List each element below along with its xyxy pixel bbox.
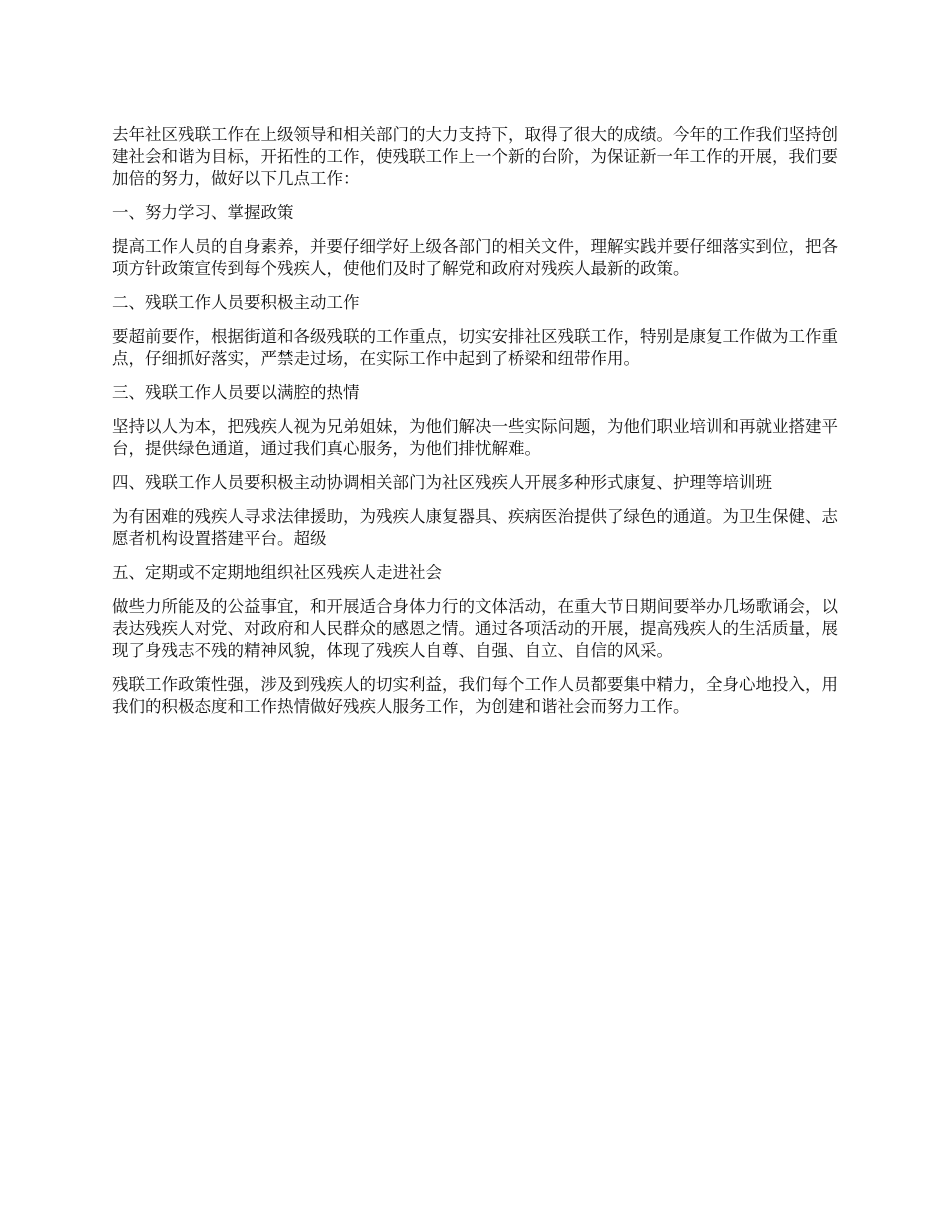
closing-paragraph: 残联工作政策性强，涉及到残疾人的切实利益，我们每个工作人员都要集中精力，全身心地投入，用我们的积极态度和工作热情做好残疾人服务工作，为创建和谐社会而努力工作。 — [112, 675, 838, 716]
section-paragraph-3: 坚持以人为本，把残疾人视为兄弟姐妹，为他们解决一些实际问题，为他们职业培训和再就业搭建平台，提供绿色通道，通过我们真心服务，为他们排忧解难。 — [112, 417, 838, 458]
section-heading-2: 二、残联工作人员要积极主动工作 — [112, 293, 360, 312]
section-heading-4: 四、残联工作人员要积极主动协调相关部门为社区残疾人开展多种形式康复、护理等培训班 — [112, 473, 772, 492]
section-heading-3: 三、残联工作人员要以满腔的热情 — [112, 383, 360, 402]
document-body — [112, 124, 838, 730]
section-paragraph-5: 做些力所能及的公益事宜，和开展适合身体力行的文体活动，在重大节日期间要举办几场歌诵会，以表达残疾人对党、对政府和人民群众的感恩之情。通过各项活动的开展，提高残疾人的生活质量，展现了身残志不残的精神风貌，体现了残疾人自尊、自强、自立、自信的风采。 — [112, 597, 838, 660]
intro-paragraph: 去年社区残联工作在上级领导和相关部门的大力支持下，取得了很大的成绩。今年的工作我们坚持创建社会和谐为目标，开拓性的工作，使残联工作上一个新的台阶，为保证新一年工作的开展，我们要加倍的努力，做好以下几点工作： — [112, 125, 838, 188]
section-paragraph-1: 提高工作人员的自身素养，并要仔细学好上级各部门的相关文件，理解实践并要仔细落实到位，把各项方针政策宣传到每个残疾人，使他们及时了解党和政府对残疾人最新的政策。 — [112, 237, 838, 278]
section-heading-1: 一、努力学习、掌握政策 — [112, 203, 294, 222]
section-heading-5: 五、定期或不定期地组织社区残疾人走进社会 — [112, 563, 442, 582]
section-paragraph-2: 要超前要作，根据街道和各级残联的工作重点，切实安排社区残联工作，特别是康复工作做为工作重点，仔细抓好落实，严禁走过场，在实际工作中起到了桥梁和纽带作用。 — [112, 327, 838, 368]
section-paragraph-4: 为有困难的残疾人寻求法律援助，为残疾人康复器具、疾病医治提供了绿色的通道。为卫生保健、志愿者机构设置搭建平台。超级 — [112, 507, 838, 548]
